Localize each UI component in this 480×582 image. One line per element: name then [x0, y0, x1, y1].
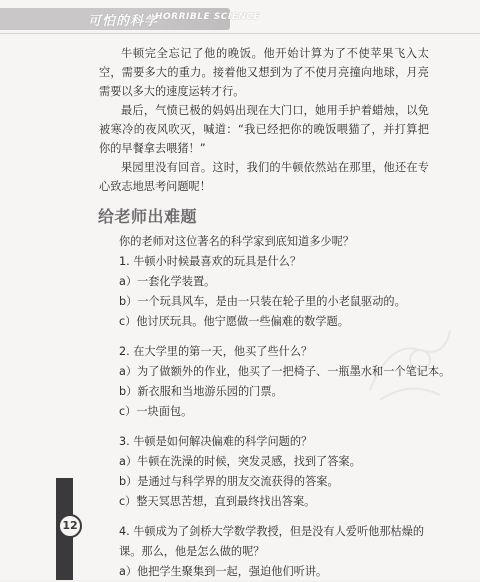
quiz-option: a）为了做额外的作业，他买了一把椅子、一瓶墨水和一个笔记本。	[119, 365, 451, 378]
body-paragraph: 牛顿完全忘记了他的晚饭。他开始计算为了不使苹果飞入太空，需要多大的重力。接着他又想到为了不使月亮撞向地球，月亮需要以多大的速度运转才行。	[99, 47, 429, 98]
quiz-option: b）一个玩具风车，是由一只装在轮子里的小老鼠驱动的。	[119, 295, 406, 308]
section-heading: 给老师出难题	[98, 207, 198, 226]
quiz-option: c）他讨厌玩具。他宁愿做一些偏难的数学题。	[119, 315, 349, 328]
quiz-question: 3. 牛顿是如何解决偏难的科学问题的？	[119, 435, 313, 448]
quiz-option: c）整天冥思苦想，直到最终找出答案。	[119, 495, 316, 508]
quiz-option: a）他把学生聚集到一起，强迫他们听讲。	[119, 565, 328, 578]
body-paragraph: 果园里没有回音。这时，我们的牛顿依然站在那里，他还在专心致志地思考问题呢！	[99, 161, 429, 193]
quiz-section	[119, 232, 451, 582]
header-title-en: HORRIBLE SCIENCE	[155, 12, 261, 22]
quiz-question: 1. 牛顿小时候最喜欢的玩具是什么？	[119, 255, 302, 268]
spacer	[119, 422, 439, 432]
quiz-option: b）新衣服和当地游乐园的门票。	[119, 385, 283, 398]
quiz-question: 2. 在大学里的第一天，他买了些什么？	[119, 345, 313, 358]
spacer	[119, 332, 439, 342]
page-number: 12	[58, 514, 82, 538]
story-text	[99, 44, 429, 196]
quiz-intro: 你的老师对这位著名的科学家到底知道多少呢？	[119, 235, 354, 248]
quiz-option: a）牛顿在洗澡的时候，突发灵感，找到了答案。	[119, 455, 361, 468]
quiz-option: c）一块面包。	[119, 405, 193, 418]
quiz-question: 4. 牛顿成为了剑桥大学数学教授，但是没有人爱听他那枯燥的课。那么，他是怎么做的呢？	[119, 525, 425, 558]
quiz-option: a）一套化学装置。	[119, 275, 216, 288]
spacer	[119, 512, 439, 522]
quiz-option: b）是通过与科学界的朋友交流获得的答案。	[119, 475, 339, 488]
body-paragraph: 最后，气愤已极的妈妈出现在大门口，她用手护着蜡烛，以免被寒冷的夜风吹灭，喊道：“我已经把你的晚饭喂猫了，并打算把你的早餐拿去喂猪！”	[99, 104, 429, 155]
header-title-cn: 可怕的科学	[88, 14, 159, 29]
header-divider	[0, 33, 480, 34]
